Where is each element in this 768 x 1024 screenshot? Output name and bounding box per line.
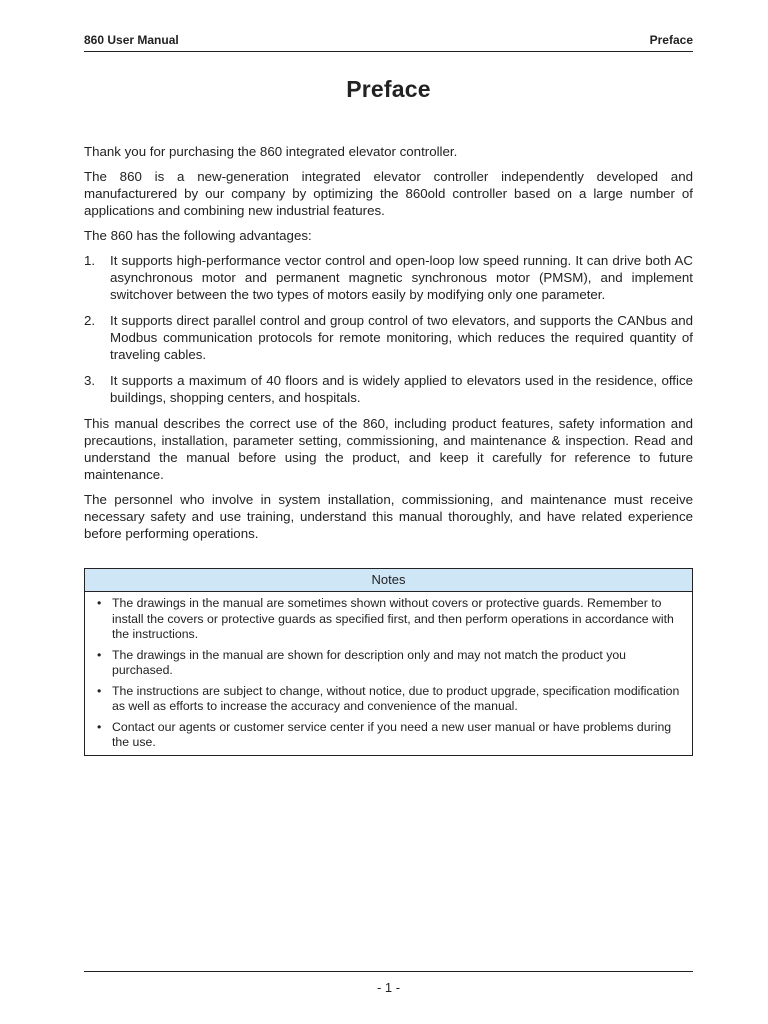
bullet-icon: • bbox=[97, 719, 102, 734]
footer-divider bbox=[84, 971, 693, 972]
bullet-icon: • bbox=[97, 596, 102, 610]
notes-box bbox=[84, 568, 693, 756]
notes-list bbox=[85, 592, 692, 755]
list-item bbox=[84, 312, 693, 363]
list-item-text: It supports high-performance vector control and open-loop low speed running. It can drive both AC asynchronous motor and permanent magnetic synchronous motor (PMSM), and implement switchover between the two types of motors easily by modifying only one parameter. bbox=[110, 253, 693, 302]
page-title: Preface bbox=[346, 76, 431, 102]
header-manual-title: 860 User Manual bbox=[84, 33, 179, 47]
note-text: The drawings in the manual are sometimes shown without covers or protective guards. Remember to install the covers or protective guards as specified first, and then perform operations in accordance with the instructions. bbox=[112, 596, 674, 641]
outro-paragraph: This manual describes the correct use of the 860, including product features, safety information and precautions, installation, parameter setting, commissioning, and maintenance & inspection. Read and understand the manual before using the product, and keep it carefully for reference to future maintenance. bbox=[84, 416, 693, 482]
intro-paragraph: Thank you for purchasing the 860 integrated elevator controller. bbox=[84, 144, 458, 159]
list-item-number: 2. bbox=[84, 313, 96, 328]
bullet-icon: • bbox=[97, 683, 102, 698]
page-header bbox=[84, 33, 693, 52]
note-item bbox=[97, 684, 682, 715]
body-text bbox=[84, 143, 693, 550]
intro-paragraph: The 860 has the following advantages: bbox=[84, 228, 312, 243]
list-item-text: It supports a maximum of 40 floors and is widely applied to elevators used in the residence, office buildings, shopping centers, and hospitals. bbox=[110, 373, 693, 405]
list-item-number: 3. bbox=[84, 373, 96, 388]
list-item bbox=[84, 252, 693, 303]
note-item bbox=[97, 596, 682, 643]
list-item-text: It supports direct parallel control and group control of two elevators, and supports the CANbus and Modbus communication protocols for remote monitoring, which reduces the required quantity of traveling cables. bbox=[110, 313, 693, 362]
list-item-number: 1. bbox=[84, 253, 96, 268]
bullet-icon: • bbox=[97, 647, 102, 662]
page-number: - 1 - bbox=[376, 980, 401, 995]
note-item bbox=[97, 720, 682, 751]
note-text: The instructions are subject to change, without notice, due to product upgrade, specification modification as well as efforts to increase the accuracy and convenience of the manual. bbox=[112, 683, 680, 713]
header-section-title: Preface bbox=[649, 33, 693, 47]
note-item bbox=[97, 648, 682, 679]
note-text: Contact our agents or customer service center if you need a new user manual or have problems during the use. bbox=[112, 719, 672, 749]
intro-paragraph: The 860 is a new-generation integrated elevator controller independently developed and manufacturered by our company by optimizing the 860old controller based on a large number of applications and combining new industrial features. bbox=[84, 169, 693, 218]
manual-page bbox=[84, 0, 693, 1024]
notes-heading: Notes bbox=[85, 569, 692, 592]
advantages-list bbox=[84, 252, 693, 406]
outro-paragraph: The personnel who involve in system installation, commissioning, and maintenance must receive necessary safety and use training, understand this manual thoroughly, and have related experience before performing operations. bbox=[84, 492, 693, 541]
note-text: The drawings in the manual are shown for description only and may not match the product you purchased. bbox=[112, 647, 627, 677]
list-item bbox=[84, 372, 693, 406]
